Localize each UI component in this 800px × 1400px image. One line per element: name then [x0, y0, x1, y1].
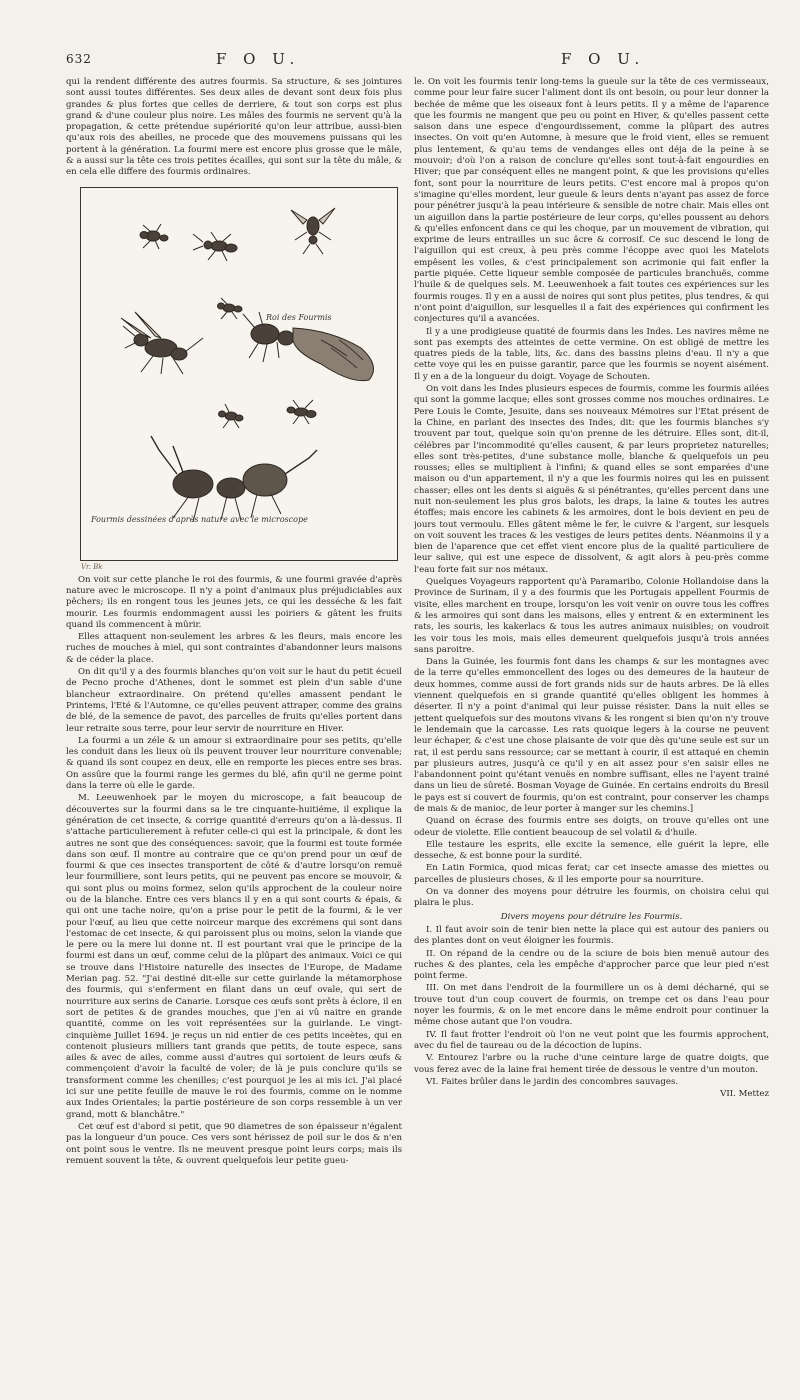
running-title-left: F O U. — [216, 50, 301, 68]
left-column — [66, 77, 402, 1322]
paragraph: En Latin Formica, quod micas ferat; car cet insecte amasse des miettes ou parcelles de plusieurs choses, & il les emporte pour sa nourriture. — [414, 863, 769, 885]
paragraph: Il y a une prodigieuse quatité de fourmis dans les Indes. Les navires même ne sont pas exempts des atteintes de cette vermine. On est obligé de mettre les quatres pieds de la table, lits, &c. dans des bassins pleins d'eau. Il n'y a que cette voye qui les en puisse garantir, parce que les fourmis se noyent aisément. Il y en a de la longueur du doigt. Voyage de Schouten. — [414, 326, 769, 382]
method-item: II. On répand de la cendre ou de la sciure de bois bien menuë autour des ruches & des plantes, cela les empêche d'approcher parce que leur pied n'est point ferme. — [414, 948, 769, 982]
paragraph: On va donner des moyens pour détruire les fourmis, on choisira celui qui plaira le plus. — [414, 887, 769, 909]
method-item: VI. Faites brûler dans le jardin des concombres sauvages. — [426, 1076, 679, 1087]
paragraph: Quand on écrase des fourmis entre ses doigts, on trouve qu'elles ont une odeur de violette. Elle contient beaucoup de sel volatil & d'huile. — [414, 816, 769, 838]
figure-label-king: Roi des Fourmis — [266, 312, 332, 322]
method-item: III. On met dans l'endroit de la fourmillere un os à demi décharné, qui se trouve tout d'un coup couvert de fourmis, on trempe cet os dans l'eau pour noyer les fourmis, & on le met encore dans le même endroit pour continuer la même chose autant que l'on voudra. — [414, 983, 769, 1028]
paragraph: Dans la Guinée, les fourmis font dans les champs & sur les montagnes avec de la terre qu'elles emmoncellent des loges ou des demeures de la hauteur de deux hommes, comme aussi de fort grands nids sur de hauts arbres. De là elles viennent quelquefois en si grande quantité qu'elles obligent les hommes à déserter. Il n'y a point d'animal qui leur puisse résister. Dans la nuit elles se jettent quelquefois sur des moutons vivans & les rongent si bien qu'on n'y trouve le lendemain que la carcasse. Les rats quoique legers à la course ne peuvent leur échaper, & c'est une chose plaisante de voir que dès qu'une seule est sur un rat, il est perdu sans ressource; car se mettant à courir, il est attaqué en chemin par plusieurs autres, jusqu'à ce qu'il y en ait assez pour s'en saisir elles ne l'abandonnent point qu'étant venuës en nombre suffisant, elles ne l'ayent trainé dans un lieu de sûreté. Bosman Voyage de Guinée. En certains endroits du Bresil le pays est si couvert de fourmis, qu'on est contraint, pour conserver les champs de mais & de manioc, de leur porter à manger sur les chemins.] — [414, 657, 769, 814]
ant-small-1 — [140, 224, 168, 249]
method-item: V. Entourez l'arbre ou la ruche d'une ceinture large de quatre doigts, que vous ferez avec de la laine frai hement tirée de dessous le ventre d'un mouton. — [414, 1053, 769, 1075]
engraver-signature: Vr. Bk — [81, 563, 103, 572]
section-title: Divers moyens pour détruire les Fourmis. — [500, 911, 683, 922]
paragraph: La fourmi a un zéle & un amour si extraordinaire pour ses petits, qu'elle les conduit dans les lieux où ils peuvent trouver leur nourriture convenable; & quand ils sont coupez en deux, elle en remporte les pieces entre ses bras. On assûre que la fourmi range les germes du blé, afin qu'il ne germe point dans la terre où elle le garde. — [66, 735, 402, 792]
paragraph: le. On voit les fourmis tenir long-tems la gueule sur la tête de ces vermisseaux, comme pour leur faire sucer l'aliment dont ils ont besoin, ou pour leur donner la bechée de même que les oiseaux font à leurs petits. Il y a même de l'aparence que les fourmis ne mangent que peu ou point en Hiver, & qu'elles passent cette saison dans une espece d'engourdissement, comme la plûpart des autres insectes. On voit qu'en Automne, à mesure que le froid vient, elles se remuent plus lentement, & qu'au tems de vendanges elles ont déja de la peine à se mouvoir; d'où l'on a raison de conclure qu'elles sont tout-à-fait engourdies en Hiver; que par conséquent elles ne mangent point, & que les provisions qu'elles font, sont pour la nourriture de leurs petits. C'est encore mal à propos qu'on s'imagine qu'elles mordent, leur gueule & leurs dents n'ayant pas assez de force pour pénétrer jusqu'à la peau intérieure & sensible de notre chair. Mais elles ont un aiguillon dans la partie postérieure de leur corps, qu'elles poussent au dehors & qu'elles enfoncent dans ce qui les choque, par un mouvement de vibration, qui exprime de leurs entrailles un suc âcre & corrosif. Ce suc descend le long de l'aiguillon qui est creux, à peu près comme l'écoppe avec quoi les Matelots empêsent les voiles, & c'est principalement son acrimonie qui fait enfler la partie piquée. Cette liqueur semble composée de particules branchuës, comme l'huile & de quelques sels. M. Leeuwenhoek a fait toutes ces expériences sur les fourmis rouges. Il y en a aussi de noires qui sont plus petites, plus tendres, & qui n'ont point d'aiguillon, sur lesquelles il a fait des expériences qui confirment les conjectures qu'il a avancées. — [414, 77, 769, 325]
paragraph: On voit sur cette planche le roi des fourmis, & une fourmi gravée d'après nature avec le microscope. Il n'y a point d'animaux plus préjudiciables aux pêchers; ils en rongent tous les jeunes jets, ce qui les desséche & les fait mourir. Les fourmis endommagent aussi les poiriers & gâtent les fruits quand ils commencent à mûrir. — [66, 574, 402, 630]
paragraph: M. Leeuwenhoek par le moyen du microscope, a fait beaucoup de découvertes sur la fourmi dans sa le tre cinquante-huitiéme, il explique la génération de cet insecte, & corrige quantité d'erreurs qu'on a là-dessus. Il s'attache particulierement à refuter celle-ci qui est la principale, & dont les autres ne sont que des conséquences: savoir, que la fourmi est toute formée dans son œuf. Il montre au contraire que ce qu'on prend pour un œuf de fourmi & que ces insectes transportent de côté & d'autre lorsqu'on remuë leur fourmilliere, sont leurs petits, qui ne peuvent pas encore se mouvoir, & qui sont plus ou moins formez, selon qu'ils approchent de la couleur noire ou de la blanche. Entre ces vers blancs il y en a qui sont courts & épais, & qui ont une tache noire, qu'on a prise pour le petit de la fourmi, & le ver pour l'œuf, au lieu que cette noirceur marque des excrémens qui sont dans l'estomac de cet insecte, & qui paroissent plus ou moins, selon la viande que le pere ou la mere lui donne nt. Il est pourtant vrai que le principe de la fourmi est dans un œuf, comme celui de la plûpart des animaux. Voici ce qui se trouve dans l'Histoire naturelle des insectes de l'Europe, de Madame Merian pag. 52. "J'ai destiné dit-elle sur cette guirlande la métamorphose des fourmis, qui s'enferment en filant dans un œuf ovale, qui sert de nourriture aux serins de Canarie. Lorsque ces œufs sont prêts à éclore, il en sort de petites & de grandes mouches, que j'en ai vû naitre en grande quantité, comme on les voit représentées sur la guirlande. Le vingt-cinquième Juillet 1694. je reçus un nid entier de ces petits inceètes, qui en contenoit plusieurs milliers tant grands que petits, de toute espece, sans ailes & avec de ailes, comme aussi d'autres qui sortoient de leurs œufs & commençoient d'avoir la faculté de voler; de là je puis conclure qu'ils se transforment comme les chenilles; c'est pourquoi je les ai mis ici. J'ai placé ici sur une petite feuille de mauve le roi des fourmis, comme on le nomme aux Indes Orientales; la partie postérieure de son corps ressemble à un ver grand, mott & blanchâtre." — [66, 793, 402, 1120]
ant-large — [151, 436, 317, 522]
figure-caption: Fourmis dessinées d'après nature avec le microscope — [91, 514, 308, 524]
paragraph: Elles attaquent non-seulement les arbres & les fleurs, mais encore les ruches de mouches à miel, qui sont contraintes d'abandonner leurs maisons & de céder la place. — [66, 632, 402, 665]
paragraph: Quelques Voyageurs rapportent qu'à Paramaribo, Colonie Hollandoise dans la Province de Surinam, il y a des fourmis que les Portugais appellent Fourmis de visite, elles marchent en troupe, lorsqu'on les voit venir on ouvre tous les coffres & les armoires qui sont dans les maisons, elles y entrent & en exterminent les rats, les souris, les kakerlacs & tous les autres animaux nuisibles; on voudroit les voir tous les mois, mais elles demeurent quelquefois jusqu'à trois années sans paroitre. — [414, 577, 769, 655]
method-item: I. Il faut avoir soin de tenir bien nette la place qui est autour des paniers ou des plantes dont on veut éloigner les fourmis. — [414, 924, 769, 947]
page-header — [66, 50, 782, 72]
running-title-right: F O U. — [561, 50, 646, 68]
paragraph: On dit qu'il y a des fourmis blanches qu'on voit sur le haut du petit écueil de Pecno proche d'Athenes, dont le sommet est plein d'un sable d'une blancheur extraordinaire. On prétend qu'elles amassent pendant le Printems, l'Eté & l'Automne, ce qu'elles peuvent attraper, comme des grains de blé, de la semence de pavot, des parcelles de fruits qu'elles portent dans leur retraite sous terre, pour leur servir de nourriture en Hiver. — [66, 667, 402, 734]
paragraph: Cet œuf est d'abord si petit, que 90 diametres de son épaisseur n'égalent pas la longueur d'un pouce. Ces vers sont hérissez de poil sur le dos & n'en ont point sous le ventre. Ils ne meuvent presque point leurs corps; mais ils remuent souvent la tête, & ouvrent quelquefois leur petite gueu- — [66, 1121, 402, 1166]
right-column — [414, 77, 769, 1322]
ant-king — [243, 312, 374, 381]
ant-engraving — [81, 188, 397, 560]
paragraph: Elle testaure les esprits, elle excite la semence, elle guérit la lepre, elle desseche, & est bonne pour la surdité. — [414, 839, 769, 862]
page-number: 632 — [66, 52, 92, 66]
paragraph: On voit dans les Indes plusieurs especes de fourmis, comme les fourmis ailées qui sont la gomme lacque; elles sont grosses comme nos mouches ordinaires. Le Pere Louis le Comte, Jesuite, dans ses nouveaux Mémoires sur l'Etat présent de la Chine, en parlant des insectes des Indes, dit: que les fourmis blanches s'y trouvent par tout, quelque soin qu'on prenne de les détruire. Elles sont, dit-il, célébres par l'incommodité qu'elles causent, & par leurs proprietez naturelles; elles sont très-petites, d'une substance molle, blanche & quelquefois un peu rousses; elles se multiplient à l'infini; & quand elles se sont emparées d'une maison ou d'un appartement, il n'y a que les fourmis noires qui les en puissent chasser; elles ont les dents si aiguës & si pénétrantes, qu'elles percent dans une nuit non-seulement les plus gros balots, les draps, la laine & toutes les autres étoffes; mais encore les cabinets & les armoires, dont le bois devient en peu de jours tout vermoulu. Elles gâtent même le fer, le cuivre & l'argent, sur lesquels on voit souvent les traces & les vestiges de leurs petites dents. Néanmoins il y a bien de l'aparence que cet effet vient encore plus de la qualité particuliere de leur salive, qui est une espece de dissolvent, & agit alors à peu-près comme l'eau forte fait sur nos métaux. — [414, 384, 769, 575]
paragraph: qui la rendent différente des autres fourmis. Sa structure, & ses jointures sont aussi toutes différentes. Ses deux ailes de devant sont deux fois plus grandes & plus fortes que celles de derriere, & tout son corps est plus grand & d'une couleur plus noire. Les mâles des fourmis ne servent qu'à la propagation, & cette prétendue supériorité qu'on leur attribue, aussi-bien qu'aux rois des abeilles, ne procede que des mouvemens puissans qui les portent à la génération. La fourmi mere est encore plus grosse que le mâle, & a aussi sur la tête ces trois petites écailles, qui sont sur la tête du mâle, & en cela elle differe des fourmis ordinaires. — [66, 77, 402, 178]
ant-plate-figure — [80, 187, 398, 572]
method-item: IV. Il faut frotter l'endroit où l'on ne veut point que les fourmis approchent, avec du fiel de taureau ou de la décoction de lupins. — [414, 1029, 769, 1051]
catchword: VII. Mettez — [720, 1089, 769, 1100]
